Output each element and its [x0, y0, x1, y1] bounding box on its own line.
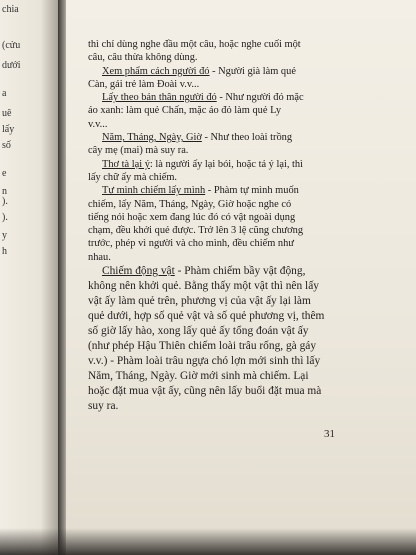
- line-text: : là người ấy lại bói, hoặc tả ý lại, thì: [149, 158, 304, 170]
- left-page-fragment: lấy: [2, 124, 15, 135]
- line-text: v.v...: [88, 118, 108, 130]
- paragraph: [88, 158, 388, 185]
- paragraph: [88, 65, 388, 92]
- paragraph: [88, 184, 388, 264]
- section-heading: Xem phẩm cách người đó: [102, 65, 210, 77]
- paragraph: [88, 38, 388, 65]
- line-text: thì chỉ dùng nghe đầu một câu, hoặc nghe cuối một: [88, 39, 301, 50]
- text-line: [88, 354, 388, 369]
- text-line: [88, 309, 388, 324]
- text-line: [88, 184, 388, 197]
- text-line: [88, 399, 388, 414]
- text-line: [88, 264, 388, 279]
- left-page-fragment: h: [2, 246, 7, 257]
- line-text: (như phép Hậu Thiên chiếm loài trâu rống, gà gáy: [88, 340, 317, 353]
- line-text: cây mẹ (mai) mà suy ra.: [88, 145, 189, 157]
- book-page: [66, 0, 416, 555]
- page-text: [88, 38, 388, 414]
- text-line: [88, 339, 388, 354]
- line-text: không nên khởi quẻ. Bằng thấy một vật thì nên lấy: [88, 280, 319, 293]
- line-text: chạm, đều khởi quẻ được. Trở lên 3 lệ cũng chương: [88, 225, 304, 237]
- text-line: [88, 118, 388, 131]
- text-line: [88, 38, 388, 51]
- section-heading: Thơ tà lại ý: [102, 158, 150, 170]
- text-line: [88, 279, 388, 294]
- left-page-fragment: ).: [2, 196, 8, 207]
- line-text: số giờ lấy hào, xong lấy quẻ ấy tổng đoán vật ấy: [88, 325, 309, 338]
- paragraph: [88, 264, 388, 414]
- paragraph: [88, 91, 388, 131]
- text-line: [88, 384, 388, 399]
- text-line: [88, 144, 388, 157]
- text-line: [88, 104, 388, 117]
- line-text: nhau.: [88, 251, 111, 263]
- line-text: chiếm, lấy Năm, Tháng, Ngày, Giờ hoặc nghe có: [88, 198, 292, 210]
- bottom-shadow: [0, 528, 416, 555]
- text-line: [88, 324, 388, 339]
- left-page-fragment: uê: [2, 108, 12, 119]
- left-page-fragment: n: [2, 186, 7, 197]
- line-text: hoặc đặt mua vật ấy, cũng nên lấy buổi đặt mua mà: [88, 385, 322, 398]
- text-line: [88, 131, 388, 144]
- line-text: tiếng nói hoặc xem đang lúc đó có vật ngoài dụng: [88, 211, 296, 223]
- line-text: quẻ dưới, hợp số quẻ vật và số quẻ phương vị, thêm: [88, 310, 325, 323]
- section-heading: Lấy theo bản thân người đó: [102, 92, 217, 104]
- previous-page-edge: [0, 0, 58, 555]
- text-line: [88, 237, 388, 250]
- line-text: Càn, gái trẻ làm Đoài v.v...: [88, 78, 200, 90]
- text-line: [88, 251, 388, 264]
- line-text: - Như theo loài trồng: [201, 132, 293, 144]
- text-line: [88, 171, 388, 184]
- line-text: câu, câu thừa không dùng.: [88, 52, 198, 64]
- left-page-fragment: (cửu: [2, 40, 21, 51]
- left-page-fragment: chia: [2, 4, 19, 15]
- line-text: suy ra.: [88, 400, 119, 413]
- left-page-fragment: e: [2, 168, 7, 179]
- page-number: 31: [324, 428, 335, 440]
- text-line: [88, 294, 388, 309]
- line-text: - Như người đó mặc: [216, 92, 304, 104]
- text-line: [88, 51, 388, 64]
- line-text: - Phàm tự mình muốn: [205, 185, 299, 197]
- line-text: v.v.) - Phàm loài trâu ngựa chó lợn mới sinh thì lấy: [88, 355, 321, 368]
- left-page-fragment: y: [2, 230, 7, 241]
- text-line: [88, 158, 388, 171]
- line-text: lấy chữ ấy mà chiếm.: [88, 171, 178, 183]
- left-page-fragment: ).: [2, 212, 8, 223]
- text-line: [88, 369, 388, 384]
- line-text: - Người già làm quẻ: [209, 65, 296, 77]
- text-line: [88, 211, 388, 224]
- line-text: vật ấy làm quẻ trên, phương vị của vật ấy lại làm: [88, 295, 311, 308]
- left-page-fragment: a: [2, 88, 7, 99]
- text-line: [88, 91, 388, 104]
- section-heading: Chiếm động vật: [102, 265, 175, 278]
- section-heading: Năm, Tháng, Ngày, Giờ: [102, 132, 202, 144]
- line-text: - Phàm chiếm bầy vật động,: [174, 265, 306, 278]
- left-page-fragment: số: [2, 140, 11, 151]
- text-line: [88, 78, 388, 91]
- line-text: Năm, Tháng, Ngày. Giờ mới sinh mà chiếm. Lại: [88, 370, 309, 383]
- line-text: áo xanh: làm quẻ Chấn, mặc áo đỏ làm quẻ Ly: [88, 105, 282, 117]
- line-text: trước, phép vì người và cho mình, đều chiếm như: [88, 238, 294, 250]
- paragraph: [88, 131, 388, 158]
- text-line: [88, 65, 388, 78]
- left-page-fragment: dưới: [2, 60, 21, 71]
- text-line: [88, 224, 388, 237]
- text-line: [88, 198, 388, 211]
- section-heading: Tự mình chiếm lấy mình: [102, 185, 206, 197]
